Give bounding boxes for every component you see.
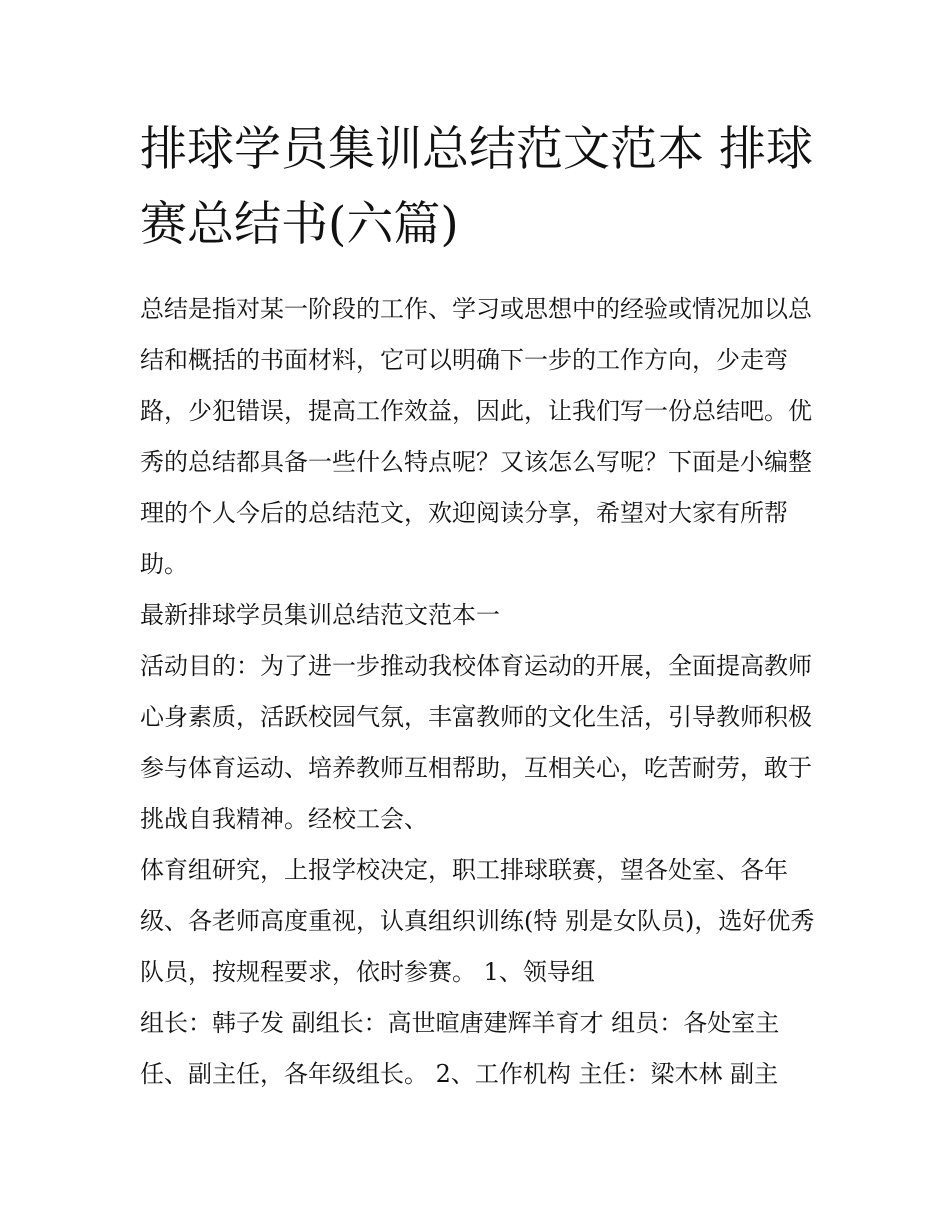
intro-paragraph: 总结是指对某一阶段的工作、学习或思想中的经验或情况加以总结和概括的书面材料，它可以明确下一步的工作方向，少走弯路，少犯错误，提高工作效益，因此，让我们写一份总结吧。优秀的总结都具备一些什么特点呢？又该怎么写呢？下面是小编整理的个人今后的总结范文，欢迎阅读分享，希望对大家有所帮助。 [140,295,812,578]
document-title: 排球学员集训总结范文范本 排球赛总结书(六篇) [140,122,813,252]
body-paragraph: 体育组研究，上报学校决定，职工排球联赛，望各处室、各年级、各老师高度重视，认真组织训练(特 别是女队员)，选好优秀队员，按规程要求，依时参赛。 1、领导组 [140,856,815,986]
section-heading: 最新排球学员集训总结范文范本一 [140,601,500,629]
document-page [140,112,820,1100]
body-paragraph: 活动目的：为了进一步推动我校体育运动的开展，全面提高教师心身素质，活跃校园气氛，丰富教师的文化生活，引导教师积极参与体育运动、培养教师互相帮助，互相关心，吃苦耐劳，敢于挑战自我精神。经校工会、 [140,652,812,833]
body-paragraph: 组长：韩子发 副组长：高世暄唐建辉羊育才 组员：各处室主任、副主任，各年级组长。 2、工作机构 主任：梁木林 副主 [140,1009,780,1088]
